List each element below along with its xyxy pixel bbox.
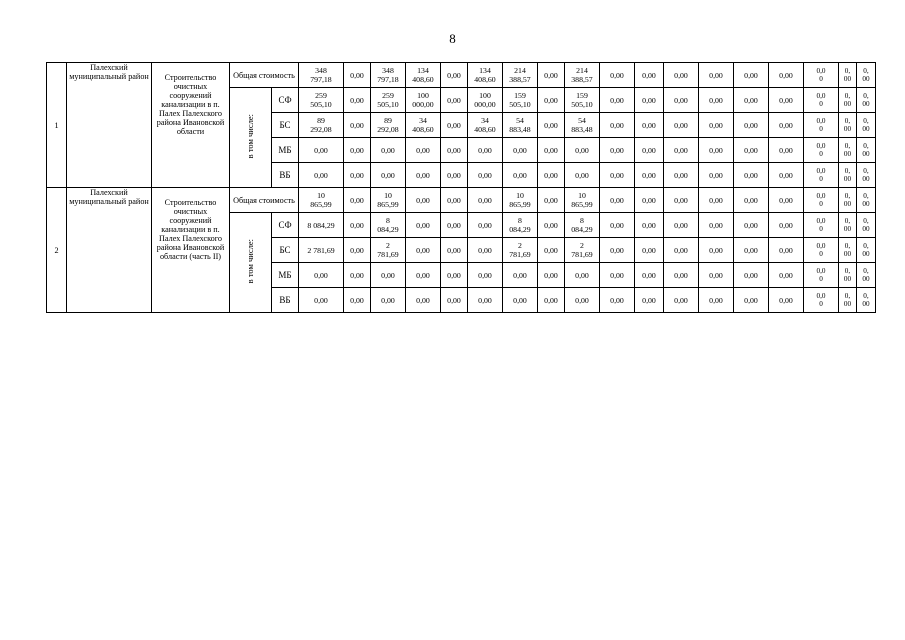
value-cell: 0,00 — [344, 288, 371, 313]
value-cell: 2 781,69 — [565, 238, 600, 263]
funding-source: ВБ — [272, 288, 299, 313]
value-cell: 0,00 — [299, 138, 344, 163]
value-cell: 0,00 — [664, 63, 699, 88]
value-cell: 0,00 — [441, 63, 468, 88]
value-cell: 0,00 — [468, 288, 503, 313]
value-cell: 0,00 — [664, 263, 699, 288]
value-cell: 0,00 — [538, 238, 565, 263]
value-cell: 0,00 — [468, 163, 503, 188]
value-cell: 0,00 — [441, 188, 468, 213]
value-cell: 0,00 — [538, 188, 565, 213]
value-cell: 0, 00 — [857, 63, 876, 88]
value-cell: 0, 00 — [857, 88, 876, 113]
value-cell: 8 084,29 — [503, 213, 538, 238]
value-cell: 0,00 — [664, 238, 699, 263]
value-cell: 0,00 — [699, 213, 734, 238]
value-cell: 2 781,69 — [371, 238, 406, 263]
value-cell: 348 797,18 — [371, 63, 406, 88]
value-cell: 0,00 — [600, 63, 635, 88]
value-cell: 0,00 — [299, 288, 344, 313]
project-cell: Строительство очистных сооружений канализации в п. Палех Палехского района Ивановской области — [152, 63, 230, 188]
value-cell: 0,00 — [441, 163, 468, 188]
value-cell: 0,00 — [299, 163, 344, 188]
value-cell: 159 505,10 — [565, 88, 600, 113]
including-label-cell — [230, 88, 272, 188]
funding-source: СФ — [272, 213, 299, 238]
value-cell: 10 865,99 — [503, 188, 538, 213]
value-cell: 34 408,60 — [468, 113, 503, 138]
value-cell: 0,00 — [371, 263, 406, 288]
budget-table — [46, 62, 899, 313]
value-cell: 0,00 — [699, 163, 734, 188]
funding-source: МБ — [272, 263, 299, 288]
value-cell: 0, 00 — [857, 288, 876, 313]
value-cell: 0,00 — [441, 113, 468, 138]
value-cell: 2 781,69 — [299, 238, 344, 263]
value-cell: 0,0 0 — [804, 188, 839, 213]
value-cell: 0,00 — [734, 263, 769, 288]
value-cell: 0, 00 — [857, 113, 876, 138]
value-cell: 0,00 — [734, 238, 769, 263]
value-cell: 0,00 — [441, 238, 468, 263]
value-cell: 0,0 0 — [804, 63, 839, 88]
value-cell: 0,00 — [441, 213, 468, 238]
value-cell: 0,00 — [344, 88, 371, 113]
value-cell: 259 505,10 — [299, 88, 344, 113]
table-row — [47, 63, 899, 88]
value-cell: 0,00 — [769, 263, 804, 288]
value-cell: 0,00 — [468, 188, 503, 213]
value-cell: 0,00 — [344, 63, 371, 88]
value-cell: 0,00 — [344, 263, 371, 288]
value-cell: 0,00 — [406, 163, 441, 188]
value-cell: 0,0 0 — [804, 163, 839, 188]
value-cell: 0,00 — [734, 113, 769, 138]
page-number: 8 — [449, 31, 456, 46]
value-cell: 0,00 — [664, 163, 699, 188]
value-cell: 0, 00 — [839, 213, 857, 238]
value-cell: 0, 00 — [857, 163, 876, 188]
value-cell: 0,00 — [441, 138, 468, 163]
value-cell: 0,0 0 — [804, 238, 839, 263]
table-body — [47, 63, 899, 313]
value-cell: 0,00 — [699, 113, 734, 138]
value-cell: 0,00 — [600, 263, 635, 288]
value-cell: 0, 00 — [839, 188, 857, 213]
value-cell: 34 408,60 — [406, 113, 441, 138]
value-cell: 0,00 — [538, 213, 565, 238]
municipality-cell: Палехский муниципальный район — [67, 63, 152, 188]
value-cell: 0,00 — [344, 238, 371, 263]
value-cell: 0, 00 — [857, 263, 876, 288]
project-cell: Строительство очистных сооружений канализации в п. Палех Палехского района Ивановской области (часть II) — [152, 188, 230, 313]
value-cell: 0,00 — [406, 188, 441, 213]
value-cell: 0,00 — [503, 163, 538, 188]
value-cell: 0,00 — [538, 88, 565, 113]
value-cell: 0,00 — [468, 213, 503, 238]
value-cell: 0,00 — [664, 213, 699, 238]
value-cell: 0,00 — [769, 288, 804, 313]
row-number: 2 — [47, 188, 67, 313]
value-cell: 0,00 — [635, 188, 664, 213]
value-cell: 8 084,29 — [299, 213, 344, 238]
value-cell: 0,00 — [635, 138, 664, 163]
value-cell: 0,00 — [734, 138, 769, 163]
value-cell: 0,00 — [769, 163, 804, 188]
value-cell: 0,00 — [635, 163, 664, 188]
value-cell: 0,00 — [600, 213, 635, 238]
value-cell: 0,00 — [635, 238, 664, 263]
value-cell: 0,00 — [600, 138, 635, 163]
row-number: 1 — [47, 63, 67, 188]
value-cell: 0,00 — [565, 288, 600, 313]
value-cell: 0,00 — [664, 138, 699, 163]
total-cost-label: Общая стоимость — [230, 63, 299, 88]
value-cell: 0,00 — [600, 163, 635, 188]
value-cell: 0,00 — [664, 88, 699, 113]
value-cell: 0,00 — [503, 263, 538, 288]
value-cell: 0, 00 — [839, 88, 857, 113]
value-cell: 0,00 — [734, 288, 769, 313]
value-cell: 0,00 — [699, 188, 734, 213]
value-cell: 0,00 — [406, 238, 441, 263]
value-cell: 2 781,69 — [503, 238, 538, 263]
value-cell: 0,00 — [699, 88, 734, 113]
value-cell: 0, 00 — [839, 288, 857, 313]
value-cell: 0,0 0 — [804, 88, 839, 113]
value-cell: 0,00 — [664, 288, 699, 313]
value-cell: 0, 00 — [839, 163, 857, 188]
including-label: в том числе: — [245, 239, 255, 284]
value-cell: 134 408,60 — [468, 63, 503, 88]
value-cell: 348 797,18 — [299, 63, 344, 88]
value-cell: 0,00 — [635, 288, 664, 313]
value-cell: 100 000,00 — [468, 88, 503, 113]
value-cell: 0,00 — [468, 138, 503, 163]
value-cell: 0,00 — [538, 288, 565, 313]
funding-source: БС — [272, 113, 299, 138]
value-cell: 0,00 — [371, 163, 406, 188]
value-cell: 0, 00 — [857, 188, 876, 213]
municipality-cell: Палехский муниципальный район — [67, 188, 152, 313]
value-cell: 0,00 — [406, 138, 441, 163]
value-cell: 0,00 — [344, 213, 371, 238]
value-cell: 0,00 — [371, 288, 406, 313]
value-cell: 0, 00 — [839, 238, 857, 263]
value-cell: 0,0 0 — [804, 213, 839, 238]
funding-source: БС — [272, 238, 299, 263]
value-cell: 214 388,57 — [503, 63, 538, 88]
value-cell: 0,00 — [699, 63, 734, 88]
value-cell: 0,00 — [441, 263, 468, 288]
value-cell: 0,00 — [769, 238, 804, 263]
value-cell: 10 865,99 — [371, 188, 406, 213]
value-cell: 0,00 — [734, 63, 769, 88]
value-cell: 0,0 0 — [804, 288, 839, 313]
value-cell: 54 883,48 — [565, 113, 600, 138]
value-cell: 0,00 — [344, 163, 371, 188]
value-cell: 0,00 — [538, 163, 565, 188]
value-cell: 8 084,29 — [565, 213, 600, 238]
value-cell: 89 292,08 — [371, 113, 406, 138]
including-label: в том числе: — [245, 114, 255, 159]
value-cell: 0,00 — [734, 188, 769, 213]
value-cell: 0,00 — [468, 238, 503, 263]
value-cell: 8 084,29 — [371, 213, 406, 238]
value-cell: 0,00 — [769, 63, 804, 88]
value-cell: 0,00 — [299, 263, 344, 288]
value-cell: 134 408,60 — [406, 63, 441, 88]
value-cell: 0,00 — [734, 213, 769, 238]
value-cell: 0,00 — [769, 213, 804, 238]
value-cell: 0,00 — [565, 138, 600, 163]
value-cell: 214 388,57 — [565, 63, 600, 88]
value-cell: 0,00 — [769, 88, 804, 113]
value-cell: 259 505,10 — [371, 88, 406, 113]
value-cell: 0,00 — [769, 188, 804, 213]
value-cell: 89 292,08 — [299, 113, 344, 138]
value-cell: 0,00 — [600, 88, 635, 113]
value-cell: 0,00 — [344, 138, 371, 163]
value-cell: 0,00 — [635, 63, 664, 88]
value-cell: 0, 00 — [839, 63, 857, 88]
value-cell: 0,00 — [538, 263, 565, 288]
value-cell: 0,00 — [468, 263, 503, 288]
value-cell: 0,00 — [600, 113, 635, 138]
value-cell: 0,00 — [344, 188, 371, 213]
value-cell: 0,0 0 — [804, 113, 839, 138]
value-cell: 0,00 — [371, 138, 406, 163]
value-cell: 0,00 — [441, 88, 468, 113]
value-cell: 0,00 — [734, 163, 769, 188]
value-cell: 0,00 — [600, 238, 635, 263]
value-cell: 0,00 — [699, 238, 734, 263]
value-cell: 0,00 — [769, 138, 804, 163]
value-cell: 0,00 — [503, 288, 538, 313]
value-cell: 0,00 — [635, 263, 664, 288]
value-cell: 0,00 — [635, 113, 664, 138]
value-cell: 0,00 — [538, 113, 565, 138]
value-cell: 0,00 — [769, 113, 804, 138]
value-cell: 0,00 — [699, 288, 734, 313]
value-cell: 159 505,10 — [503, 88, 538, 113]
value-cell: 0, 00 — [839, 138, 857, 163]
value-cell: 0,00 — [441, 288, 468, 313]
value-cell: 10 865,99 — [565, 188, 600, 213]
value-cell: 0,00 — [503, 138, 538, 163]
value-cell: 0,00 — [406, 213, 441, 238]
value-cell: 0,00 — [565, 163, 600, 188]
value-cell: 0,00 — [538, 63, 565, 88]
table-row — [47, 188, 899, 213]
value-cell: 0,00 — [344, 113, 371, 138]
value-cell: 0,00 — [406, 263, 441, 288]
value-cell: 0, 00 — [857, 238, 876, 263]
value-cell: 0,00 — [635, 88, 664, 113]
value-cell: 0,00 — [538, 138, 565, 163]
value-cell: 0,00 — [664, 188, 699, 213]
funding-source: ВБ — [272, 163, 299, 188]
value-cell: 0,00 — [600, 288, 635, 313]
value-cell: 0,00 — [664, 113, 699, 138]
value-cell: 10 865,99 — [299, 188, 344, 213]
value-cell: 0, 00 — [857, 213, 876, 238]
value-cell: 0,0 0 — [804, 138, 839, 163]
value-cell: 0,00 — [635, 213, 664, 238]
including-label-cell — [230, 213, 272, 313]
value-cell: 100 000,00 — [406, 88, 441, 113]
value-cell: 0,00 — [406, 288, 441, 313]
value-cell: 0,00 — [600, 188, 635, 213]
value-cell: 0,00 — [565, 263, 600, 288]
total-cost-label: Общая стоимость — [230, 188, 299, 213]
value-cell: 0,00 — [699, 263, 734, 288]
value-cell: 0, 00 — [839, 113, 857, 138]
value-cell: 0,00 — [699, 138, 734, 163]
funding-source: МБ — [272, 138, 299, 163]
value-cell: 54 883,48 — [503, 113, 538, 138]
value-cell: 0,0 0 — [804, 263, 839, 288]
value-cell: 0, 00 — [839, 263, 857, 288]
value-cell: 0, 00 — [857, 138, 876, 163]
funding-source: СФ — [272, 88, 299, 113]
value-cell: 0,00 — [734, 88, 769, 113]
